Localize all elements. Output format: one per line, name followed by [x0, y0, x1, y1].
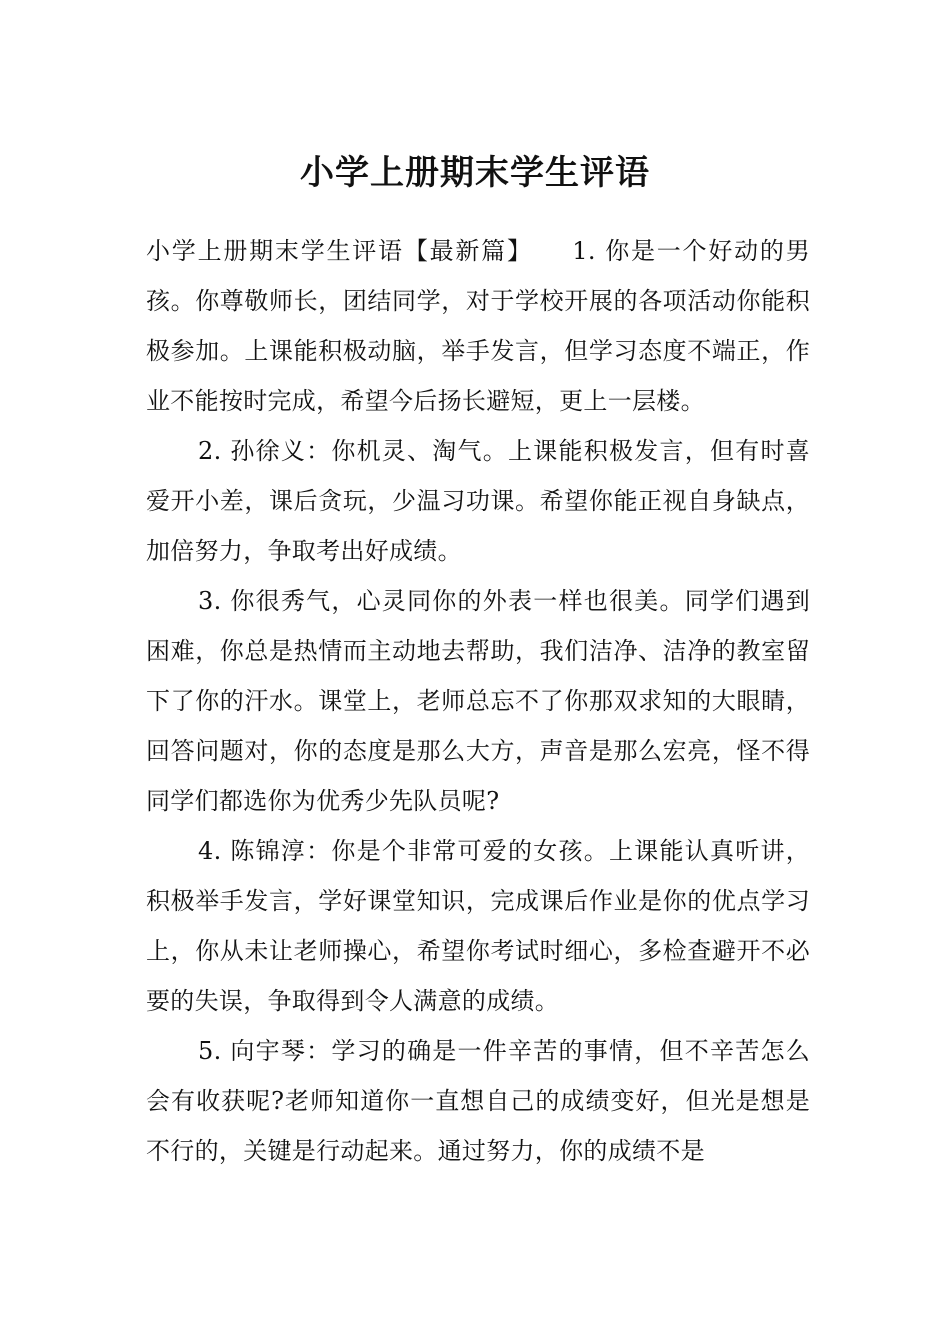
paragraph-comment-4: 4. 陈锦淳：你是个非常可爱的女孩。上课能认真听讲，积极举手发言，学好课堂知识，完成课后作业是你的优点学习上，你从未让老师操心，希望你考试时细心，多检查避开不必要的失误，争取得到令人满意的成绩。 [146, 837, 810, 1015]
document-title: 小学上册期末学生评语 [300, 152, 650, 193]
document-body [146, 226, 810, 1176]
paragraph-intro: 小学上册期末学生评语【最新篇】 1. 你是一个好动的男孩。你尊敬师长，团结同学，对于学校开展的各项活动你能积极参加。上课能积极动脑，举手发言，但学习态度不端正，作业不能按时完成，希望今后扬长避短，更上一层楼。 [146, 237, 810, 415]
paragraph-comment-3: 3. 你很秀气，心灵同你的外表一样也很美。同学们遇到困难，你总是热情而主动地去帮助，我们洁净、洁净的教室留下了你的汗水。课堂上，老师总忘不了你那双求知的大眼睛，回答问题对，你的态度是那么大方，声音是那么宏亮，怪不得同学们都选你为优秀少先队员呢? [146, 587, 810, 815]
paragraph-comment-5: 5. 向宇琴：学习的确是一件辛苦的事情，但不辛苦怎么会有收获呢?老师知道你一直想自己的成绩变好，但光是想是不行的，关键是行动起来。通过努力，你的成绩不是 [146, 1037, 810, 1165]
paragraph-comment-2: 2. 孙徐义：你机灵、淘气。上课能积极发言，但有时喜爱开小差，课后贪玩，少温习功课。希望你能正视自身缺点，加倍努力，争取考出好成绩。 [146, 437, 810, 565]
